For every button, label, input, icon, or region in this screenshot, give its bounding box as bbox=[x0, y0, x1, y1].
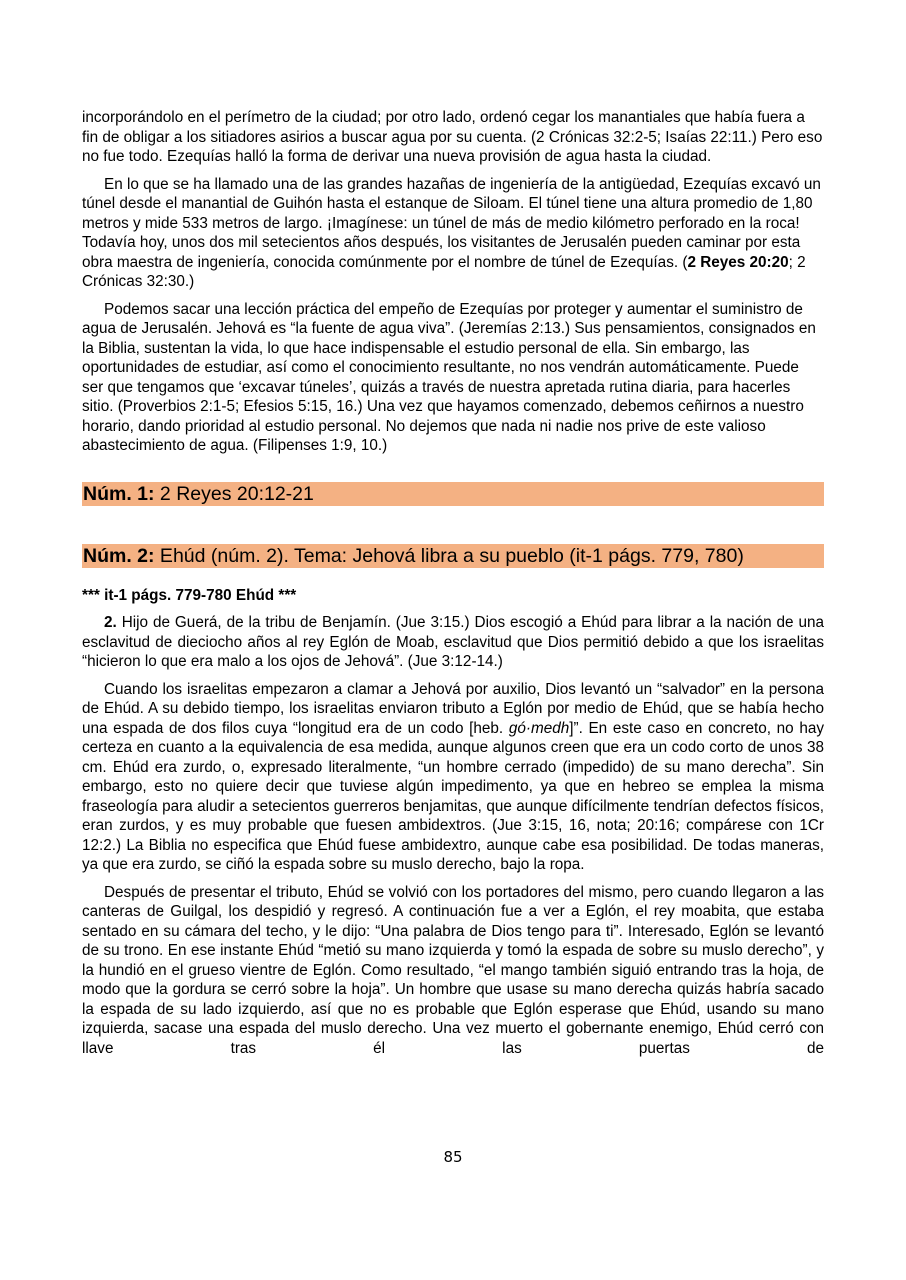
spacer bbox=[82, 167, 824, 175]
spacer bbox=[82, 875, 824, 883]
page-number: 85 bbox=[443, 1148, 463, 1166]
spacer bbox=[82, 292, 824, 300]
paragraph-ehud-sword-text-b: ]”. En este caso en concreto, no hay certeza en cuanto a la equivalencia de esa medida, aunque algunos creen que era un codo corto de unos 38 cm. Ehúd era zurdo, o, expresado literalmente, “un hombre cerrado (impedido) de su mano derecha”. Sin embargo, esto no quiere decir que tuviese algún impedimento, ya que en hebreo se emplea la misma fraseología para aludir a setecientos guerreros benjamitas, que aunque difícilmente tendrían defectos físicos, eran zurdos, y es muy probable que fuesen ambidextros. (Jue 3:15, 16, nota; 20:16; compárese con 1Cr 12:2.) La Biblia no especifica que Ehúd fuese ambidextro, aunque cabe esa posibilidad. De todas maneras, ya que era zurdo, se ciñó la espada sobre su muslo derecho, bajo la ropa. bbox=[82, 719, 824, 873]
spacer bbox=[82, 672, 824, 680]
bold-reference: 2 Reyes 20:20 bbox=[687, 253, 789, 271]
spacer bbox=[82, 605, 824, 613]
hebrew-term: gó·medh bbox=[508, 719, 570, 737]
spacer bbox=[82, 568, 824, 586]
heading-1-text: 2 Reyes 20:12-21 bbox=[154, 482, 314, 505]
paragraph-ehud-sword-text-a: Cuando los israelitas empezaron a clamar a Jehová por auxilio, Dios levantó un “salvador” en la persona de Ehúd. A su debido tiempo, los israelitas enviaron tributo a Eglón por medio de Ehúd, que se había hecho una espada de dos filos cuya “longitud era de un codo [heb. bbox=[82, 680, 824, 737]
section-heading-2 bbox=[82, 544, 824, 568]
heading-2-text: Ehúd (núm. 2). Tema: Jehová libra a su pueblo (it-1 págs. 779, 780) bbox=[154, 544, 744, 567]
paragraph-ehud-sword bbox=[82, 680, 824, 875]
heading-1-label: Núm. 1: bbox=[83, 482, 155, 505]
spacer bbox=[82, 456, 824, 482]
paragraph-ehud-origin bbox=[82, 613, 824, 672]
document-page bbox=[82, 108, 824, 1058]
article-reference-heading: *** it-1 págs. 779-780 Ehúd *** bbox=[82, 586, 297, 604]
section-heading-1 bbox=[82, 482, 824, 506]
paragraph-tunnel-tail: ; 2 Crónicas 32:30.) bbox=[82, 253, 806, 290]
paragraph-tunnel-text: En lo que se ha llamado una de las grandes hazañas de ingeniería de la antigüedad, Ezequías excavó un túnel desde el manantial de Guihón hasta el estanque de Siloam. El túnel tiene una altura promedio de 1,80 metros y mide 533 metros de largo. ¡Imagínese: un túnel de más de medio kilómetro perforado en la roca! Todavía hoy, unos dos mil setecientos años después, los visitantes de Jerusalén pueden caminar por esta obra maestra de ingeniería, conocida comúnmente por el nombre de túnel de Ezequías. ( bbox=[82, 175, 821, 271]
paragraph-ehud-eglon: Después de presentar el tributo, Ehúd se volvió con los portadores del mismo, pero cuando llegaron a las canteras de Guilgal, los despidió y regresó. A continuación fue a ver a Eglón, el rey moabita, que estaba sentado en su cámara del techo, y le dijo: “Una palabra de Dios tengo para ti”. Interesado, Eglón se levantó de su trono. En ese instante Ehúd “metió su mano izquierda y tomó la espada de sobre su muslo derecho”, y la hundió en el grueso vientre de Eglón. Como resultado, “el mango también siguió entrando tras la hoja, de modo que la gordura se cerró sobre la hoja”. Un hombre que usase su mano derecha quizás habría sacado la espada de su lado izquierdo, así que no es probable que Eglón esperase que Ehúd, usando su mano izquierda, sacase una espada del muslo derecho. Una vez muerto el gobernante enemigo, Ehúd cerró con llave tras él las puertas de bbox=[82, 883, 824, 1057]
heading-2-label: Núm. 2: bbox=[83, 544, 155, 567]
paragraph-ehud-origin-text: Hijo de Guerá, de la tribu de Benjamín. (Jue 3:15.) Dios escogió a Ehúd para librar a la nación de una esclavitud de dieciocho años al rey Eglón de Moab, esclavitud que Dios permitió debido a que los israelitas “hicieron lo que era malo a los ojos de Jehová”. (Jue 3:12-14.) bbox=[82, 614, 824, 670]
spacer bbox=[82, 506, 824, 544]
paragraph-intro: incorporándolo en el perímetro de la ciudad; por otro lado, ordenó cegar los manantiales que había fuera a fin de obligar a los sitiadores asirios a buscar agua por su cuenta. (2 Crónicas 32:2-5; Isaías 22:11.) Pero eso no fue todo. Ezequías halló la forma de derivar una nueva provisión de agua hasta la ciudad. bbox=[82, 109, 823, 165]
paragraph-lesson: Podemos sacar una lección práctica del empeño de Ezequías por proteger y aumentar el suministro de agua de Jerusalén. Jehová es “la fuente de agua viva”. (Jeremías 2:13.) Sus pensamientos, consignados en la Biblia, sustentan la vida, lo que hace indispensable el estudio personal de ella. Sin embargo, las oportunidades de estudiar, así como el conocimiento resultante, no nos vendrán automáticamente. Puede ser que tengamos que ‘excavar túneles’, quizás a través de nuestra apretada rutina diaria, para hacerles sitio. (Proverbios 2:1-5; Efesios 5:15, 16.) Una vez que hayamos comenzado, debemos ceñirnos a nuestro horario, dando prioridad al estudio personal. No dejemos que nada ni nadie nos prive de este valioso abastecimiento de agua. (Filipenses 1:9, 10.) bbox=[82, 300, 816, 454]
entry-number: 2. bbox=[104, 614, 117, 631]
paragraph-tunnel bbox=[82, 175, 824, 292]
